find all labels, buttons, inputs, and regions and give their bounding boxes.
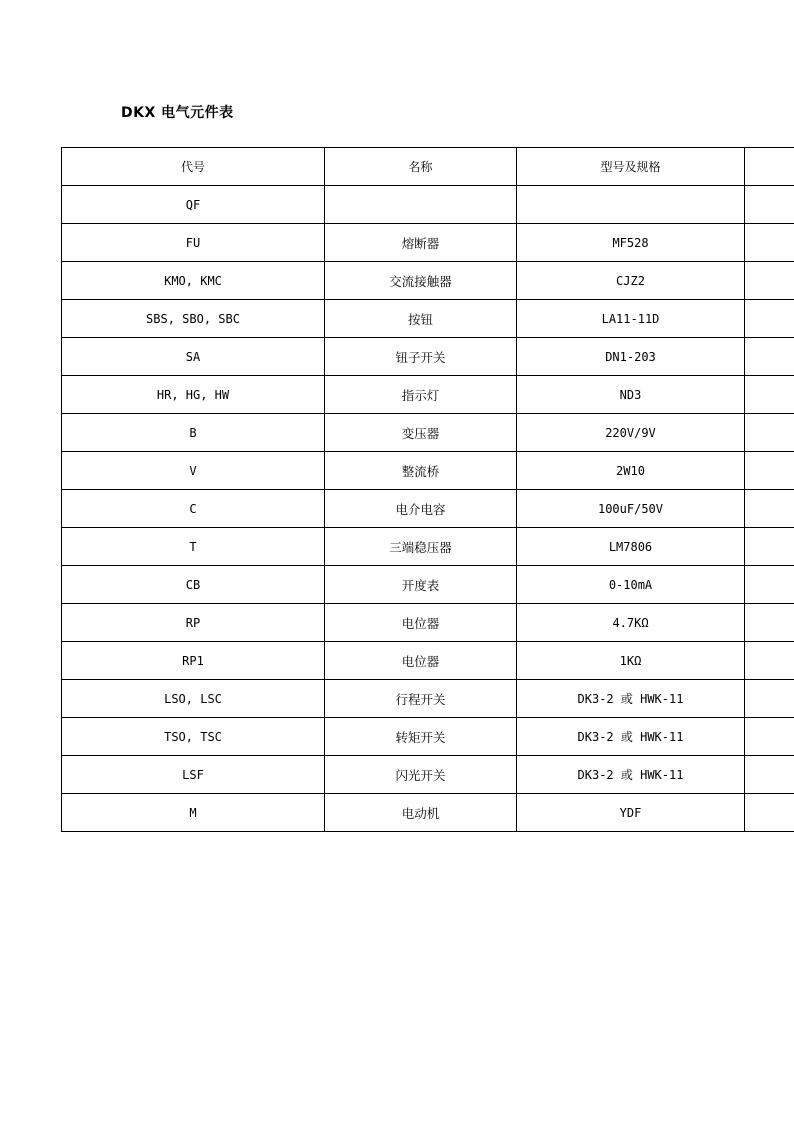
table-row: [62, 338, 794, 376]
header-code: 代号: [62, 148, 325, 186]
cell-code: RP1: [62, 642, 325, 680]
cell-code: T: [62, 528, 325, 566]
page-title: DKX 电气元件表: [121, 105, 234, 121]
cell-name: [325, 186, 517, 224]
cell-code: CB: [62, 566, 325, 604]
table-row: [62, 376, 794, 414]
cell-name: 按钮: [325, 300, 517, 338]
cell-extra: [745, 718, 794, 756]
table-row: [62, 566, 794, 604]
cell-spec: 1KΩ: [517, 642, 745, 680]
table-row: [62, 528, 794, 566]
cell-name: 熔断器: [325, 224, 517, 262]
table-row: [62, 718, 794, 756]
cell-extra: [745, 338, 794, 376]
cell-code: HR, HG, HW: [62, 376, 325, 414]
cell-code: B: [62, 414, 325, 452]
cell-code: QF: [62, 186, 325, 224]
cell-code: M: [62, 794, 325, 832]
table-row: [62, 186, 794, 224]
cell-extra: [745, 528, 794, 566]
cell-spec: 100uF/50V: [517, 490, 745, 528]
cell-spec: DK3-2 或 HWK-11: [517, 718, 745, 756]
table-header-row: [62, 148, 794, 186]
cell-spec: DK3-2 或 HWK-11: [517, 756, 745, 794]
cell-spec: 4.7KΩ: [517, 604, 745, 642]
cell-extra: [745, 642, 794, 680]
cell-spec: MF528: [517, 224, 745, 262]
cell-extra: [745, 604, 794, 642]
table-row: [62, 490, 794, 528]
cell-name: 指示灯: [325, 376, 517, 414]
cell-name: 三端稳压器: [325, 528, 517, 566]
table-row: [62, 680, 794, 718]
cell-name: 电位器: [325, 642, 517, 680]
table-row: [62, 642, 794, 680]
cell-code: TSO, TSC: [62, 718, 325, 756]
header-spec: 型号及规格: [517, 148, 745, 186]
cell-name: 电动机: [325, 794, 517, 832]
cell-name: 钮子开关: [325, 338, 517, 376]
cell-spec: [517, 186, 745, 224]
cell-name: 电位器: [325, 604, 517, 642]
cell-extra: [745, 566, 794, 604]
cell-code: LSF: [62, 756, 325, 794]
cell-code: KMO, KMC: [62, 262, 325, 300]
cell-extra: [745, 794, 794, 832]
components-table: [61, 147, 794, 832]
cell-code: FU: [62, 224, 325, 262]
cell-code: V: [62, 452, 325, 490]
table-row: [62, 414, 794, 452]
cell-spec: ND3: [517, 376, 745, 414]
table-row: [62, 224, 794, 262]
cell-spec: 2W10: [517, 452, 745, 490]
cell-name: 交流接触器: [325, 262, 517, 300]
table-row: [62, 604, 794, 642]
cell-extra: [745, 756, 794, 794]
table-row: [62, 300, 794, 338]
cell-name: 转矩开关: [325, 718, 517, 756]
cell-spec: CJZ2: [517, 262, 745, 300]
cell-spec: YDF: [517, 794, 745, 832]
cell-code: SBS, SBO, SBC: [62, 300, 325, 338]
cell-spec: LM7806: [517, 528, 745, 566]
cell-name: 整流桥: [325, 452, 517, 490]
cell-spec: 0-10mA: [517, 566, 745, 604]
components-table-wrapper: [61, 147, 794, 832]
header-extra: [745, 148, 794, 186]
cell-code: SA: [62, 338, 325, 376]
header-name: 名称: [325, 148, 517, 186]
cell-extra: [745, 300, 794, 338]
cell-spec: LA11-11D: [517, 300, 745, 338]
cell-spec: DK3-2 或 HWK-11: [517, 680, 745, 718]
cell-extra: [745, 224, 794, 262]
cell-extra: [745, 680, 794, 718]
cell-spec: 220V/9V: [517, 414, 745, 452]
table-row: [62, 794, 794, 832]
cell-name: 变压器: [325, 414, 517, 452]
cell-extra: [745, 186, 794, 224]
cell-extra: [745, 452, 794, 490]
cell-spec: DN1-203: [517, 338, 745, 376]
cell-extra: [745, 262, 794, 300]
table-row: [62, 756, 794, 794]
cell-name: 开度表: [325, 566, 517, 604]
cell-code: LSO, LSC: [62, 680, 325, 718]
table-row: [62, 452, 794, 490]
cell-extra: [745, 490, 794, 528]
cell-name: 闪光开关: [325, 756, 517, 794]
cell-code: C: [62, 490, 325, 528]
cell-name: 电介电容: [325, 490, 517, 528]
cell-code: RP: [62, 604, 325, 642]
table-row: [62, 262, 794, 300]
cell-extra: [745, 376, 794, 414]
cell-extra: [745, 414, 794, 452]
cell-name: 行程开关: [325, 680, 517, 718]
